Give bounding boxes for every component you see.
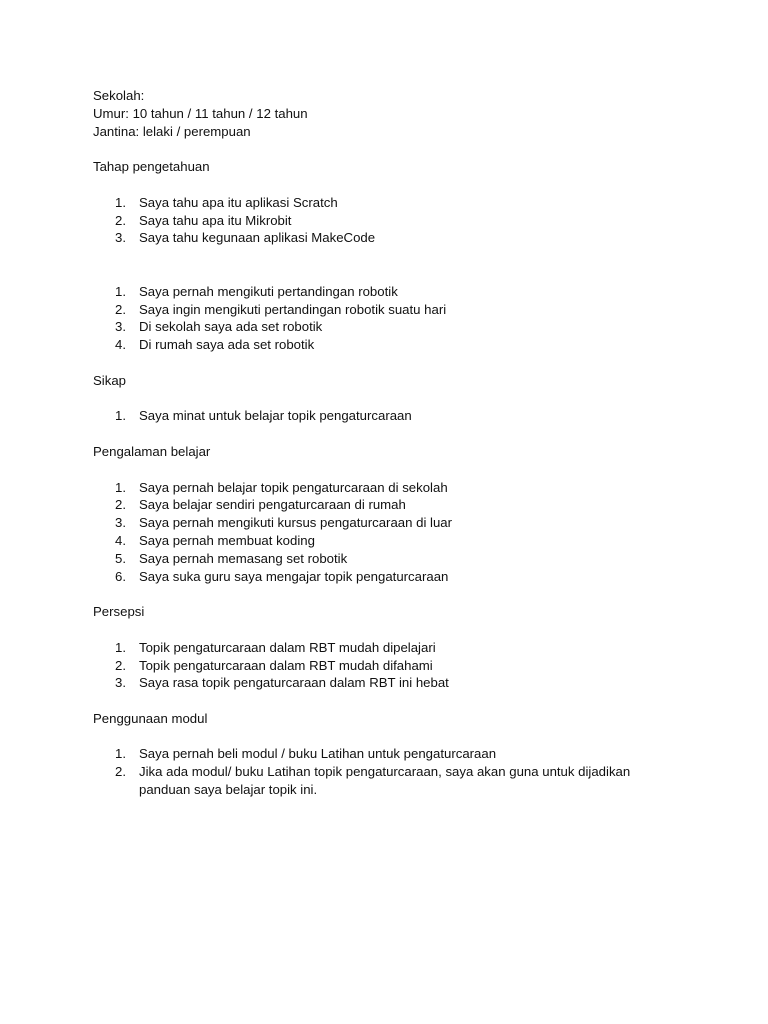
list-number: 3. xyxy=(115,515,126,531)
section-title-pengalaman: Pengalaman belajar xyxy=(93,443,211,459)
age-field-label: Umur: 10 tahun / 11 tahun / 12 tahun xyxy=(93,105,308,121)
list-number: 2. xyxy=(115,301,126,317)
list-item-text: Saya pernah mengikuti kursus pengaturcaraan di luar xyxy=(139,515,453,531)
list-pengalaman xyxy=(93,479,693,586)
list-number: 1. xyxy=(115,746,126,762)
list-item xyxy=(93,674,693,692)
list-item-text: Di sekolah saya ada set robotik xyxy=(139,319,323,335)
list-number: 1. xyxy=(115,194,126,210)
list-number: 3. xyxy=(115,675,126,691)
list-number: 6. xyxy=(115,568,126,584)
list-item-text: Saya suka guru saya mengajar topik pengaturcaraan xyxy=(139,568,449,584)
list-item xyxy=(93,514,693,532)
list-item-text: Saya rasa topik pengaturcaraan dalam RBT ini hebat xyxy=(139,675,449,691)
list-item xyxy=(93,745,693,763)
list-number: 4. xyxy=(115,532,126,548)
list-item xyxy=(93,336,693,354)
list-item xyxy=(93,194,693,212)
section-title-pengetahuan: Tahap pengetahuan xyxy=(93,159,210,175)
list-item-text: Saya minat untuk belajar topik pengaturcaraan xyxy=(139,408,412,424)
list-number: 5. xyxy=(115,550,126,566)
list-number: 3. xyxy=(115,319,126,335)
list-item xyxy=(93,301,693,319)
list-item xyxy=(93,496,693,514)
list-modul xyxy=(93,745,693,798)
list-item-text: Saya belajar sendiri pengaturcaraan di rumah xyxy=(139,497,406,513)
list-item xyxy=(93,318,693,336)
list-number: 2. xyxy=(115,764,126,780)
list-item-text: Saya pernah mengikuti pertandingan robotik xyxy=(139,283,398,299)
list-pengetahuan xyxy=(93,194,693,247)
list-item-text: Saya pernah membuat koding xyxy=(139,532,315,548)
list-number: 2. xyxy=(115,212,126,228)
spacer xyxy=(93,247,693,283)
list-item xyxy=(93,212,693,230)
list-number: 2. xyxy=(115,657,126,673)
list-item-text: Topik pengaturcaraan dalam RBT mudah dipelajari xyxy=(139,639,436,655)
list-item-text: Di rumah saya ada set robotik xyxy=(139,337,315,353)
list-item xyxy=(93,532,693,550)
list-number: 2. xyxy=(115,497,126,513)
section-title-persepsi: Persepsi xyxy=(93,604,145,620)
list-item xyxy=(93,763,693,781)
list-sikap xyxy=(93,407,693,425)
school-field-label: Sekolah: xyxy=(93,88,145,103)
list-item xyxy=(93,479,693,497)
list-item xyxy=(93,550,693,568)
list-item-text: panduan saya belajar topik ini. xyxy=(139,782,318,798)
document-page xyxy=(93,87,693,799)
list-robotik xyxy=(93,283,693,354)
list-item xyxy=(93,657,693,675)
list-number: 1. xyxy=(115,283,126,299)
section-title-sikap: Sikap xyxy=(93,372,126,388)
list-persepsi xyxy=(93,639,693,692)
list-item-text: Saya tahu apa itu aplikasi Scratch xyxy=(139,194,338,210)
list-item-text: Topik pengaturcaraan dalam RBT mudah difahami xyxy=(139,657,433,673)
list-number: 1. xyxy=(115,408,126,424)
list-item-continuation xyxy=(93,781,693,799)
list-item xyxy=(93,407,693,425)
list-item xyxy=(93,568,693,586)
list-item-text: Saya pernah belajar topik pengaturcaraan di sekolah xyxy=(139,479,448,495)
list-item-text: Saya pernah beli modul / buku Latihan untuk pengaturcaraan xyxy=(139,746,497,762)
list-item-text: Jika ada modul/ buku Latihan topik pengaturcaraan, saya akan guna untuk dijadikan xyxy=(139,764,631,780)
list-number: 3. xyxy=(115,230,126,246)
list-item xyxy=(93,229,693,247)
list-number: 1. xyxy=(115,479,126,495)
list-item-text: Saya tahu apa itu Mikrobit xyxy=(139,212,292,228)
gender-field-label: Jantina: lelaki / perempuan xyxy=(93,123,251,139)
list-item xyxy=(93,639,693,657)
list-item-text: Saya ingin mengikuti pertandingan robotik suatu hari xyxy=(139,301,447,317)
list-number: 4. xyxy=(115,337,126,353)
list-item xyxy=(93,283,693,301)
respondent-info xyxy=(93,87,693,140)
list-item-text: Saya tahu kegunaan aplikasi MakeCode xyxy=(139,230,376,246)
list-item-text: Saya pernah memasang set robotik xyxy=(139,550,348,566)
section-title-modul: Penggunaan modul xyxy=(93,710,208,726)
list-number: 1. xyxy=(115,639,126,655)
